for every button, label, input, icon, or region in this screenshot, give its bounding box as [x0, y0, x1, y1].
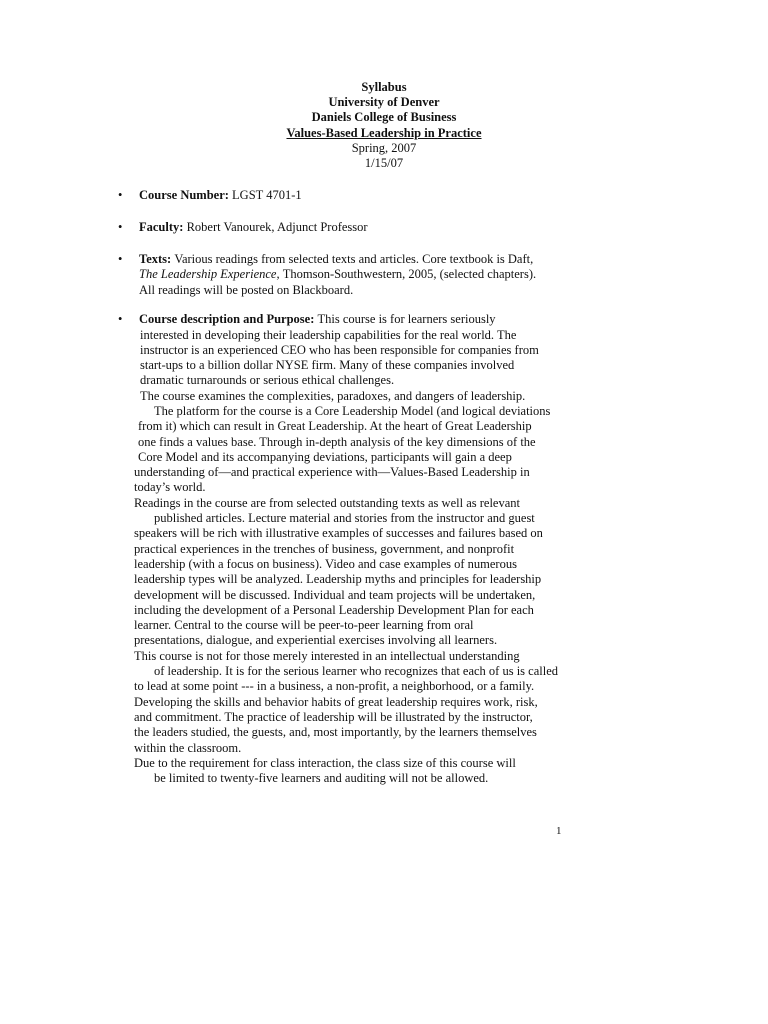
bullet-icon: •: [118, 312, 123, 326]
description-body-line: of leadership. It is for the serious learner who recognizes that each of us is called: [154, 664, 559, 679]
header-college: Daniels College of Business: [311, 110, 457, 125]
description-line-1: [139, 312, 579, 327]
description-line-1-text: This course is for learners seriously: [314, 312, 496, 326]
texts-line-2-text: Thomson-Southwestern, 2005, (selected chapters).: [279, 267, 537, 282]
header-title: Syllabus: [361, 80, 407, 94]
textbook-title: The Leadership Experience,: [139, 267, 280, 282]
description-body-line: today’s world.: [134, 480, 206, 495]
description-body-line: Developing the skills and behavior habits of great leadership requires work, risk,: [134, 694, 538, 709]
header-course-title: Values-Based Leadership in Practice: [286, 125, 482, 140]
description-body-line: to lead at some point --- in a business, a non-profit, a neighborhood, or a family.: [134, 679, 535, 694]
description-body-line: and commitment. The practice of leadership will be illustrated by the instructor,: [134, 709, 533, 724]
description-body-line: learner. Central to the course will be peer-to-peer learning from oral: [134, 618, 474, 633]
page-number: 1: [556, 825, 562, 837]
description-body-line: presentations, dialogue, and experiential exercises involving all learners.: [134, 633, 498, 648]
texts-label: Texts:: [139, 252, 172, 266]
bullet-icon: •: [118, 188, 123, 202]
description-body: [134, 328, 574, 787]
description-body-line: within the classroom.: [134, 740, 242, 755]
description-body-line: the leaders studied, the guests, and, most importantly, by the learners themselves: [134, 725, 537, 740]
texts-line-3: All readings will be posted on Blackboard.: [139, 282, 354, 297]
bullet-icon: •: [118, 220, 123, 234]
header-date: 1/15/07: [364, 156, 404, 171]
description-body-line: Readings in the course are from selected outstanding texts as well as relevant: [134, 495, 520, 510]
course-number-value: LGST 4701-1: [228, 188, 302, 202]
description-body-line: including the development of a Personal Leadership Development Plan for each: [134, 602, 534, 617]
header-term: Spring, 2007: [351, 140, 417, 155]
header-university: University of Denver: [328, 95, 440, 110]
description-body-line: The course examines the complexities, paradoxes, and dangers of leadership.: [140, 388, 526, 403]
description-body-line: speakers will be rich with illustrative examples of successes and failures based on: [134, 526, 543, 541]
faculty-value: Robert Vanourek, Adjunct Professor: [183, 220, 368, 234]
description-body-line: instructor is an experienced CEO who has been responsible for companies from: [140, 342, 539, 357]
description-body-line: one finds a values base. Through in-depth analysis of the key dimensions of the: [138, 434, 536, 449]
description-body-line: Core Model and its accompanying deviations, participants will gain a deep: [138, 449, 512, 464]
texts-line-2: [139, 267, 579, 282]
description-body-line: interested in developing their leadership capabilities for the real world. The: [140, 327, 517, 342]
description-body-line: dramatic turnarounds or serious ethical challenges.: [140, 373, 395, 388]
description-body-line: leadership types will be analyzed. Leadership myths and principles for leadership: [134, 572, 542, 587]
description-label: Course description and Purpose:: [139, 312, 315, 326]
description-body-line: published articles. Lecture material and stories from the instructor and guest: [154, 511, 535, 526]
texts-line-1: [139, 252, 579, 267]
description-body-line: be limited to twenty-five learners and auditing will not be allowed.: [154, 771, 489, 786]
description-body-line: from it) which can result in Great Leadership. At the heart of Great Leadership: [138, 419, 532, 434]
description-body-line: leadership (with a focus on business). Video and case examples of numerous: [134, 556, 517, 571]
description-body-line: practical experiences in the trenches of business, government, and nonprofit: [134, 541, 515, 556]
faculty-label: Faculty:: [139, 220, 184, 234]
syllabus-header: [0, 80, 768, 171]
description-body-line: This course is not for those merely interested in an intellectual understanding: [134, 648, 520, 663]
texts-line-1-text: Various readings from selected texts and articles. Core textbook is Daft,: [171, 252, 534, 266]
description-body-line: development will be discussed. Individual and team projects will be undertaken,: [134, 587, 536, 602]
description-body-line: understanding of—and practical experience with—Values-Based Leadership in: [134, 465, 530, 480]
description-body-line: The platform for the course is a Core Leadership Model (and logical deviations: [154, 403, 551, 418]
description-body-line: start-ups to a billion dollar NYSE firm. Many of these companies involved: [140, 358, 515, 373]
description-body-line: Due to the requirement for class interaction, the class size of this course will: [134, 755, 516, 770]
course-number-label: Course Number:: [139, 188, 229, 202]
bullet-icon: •: [118, 252, 123, 266]
